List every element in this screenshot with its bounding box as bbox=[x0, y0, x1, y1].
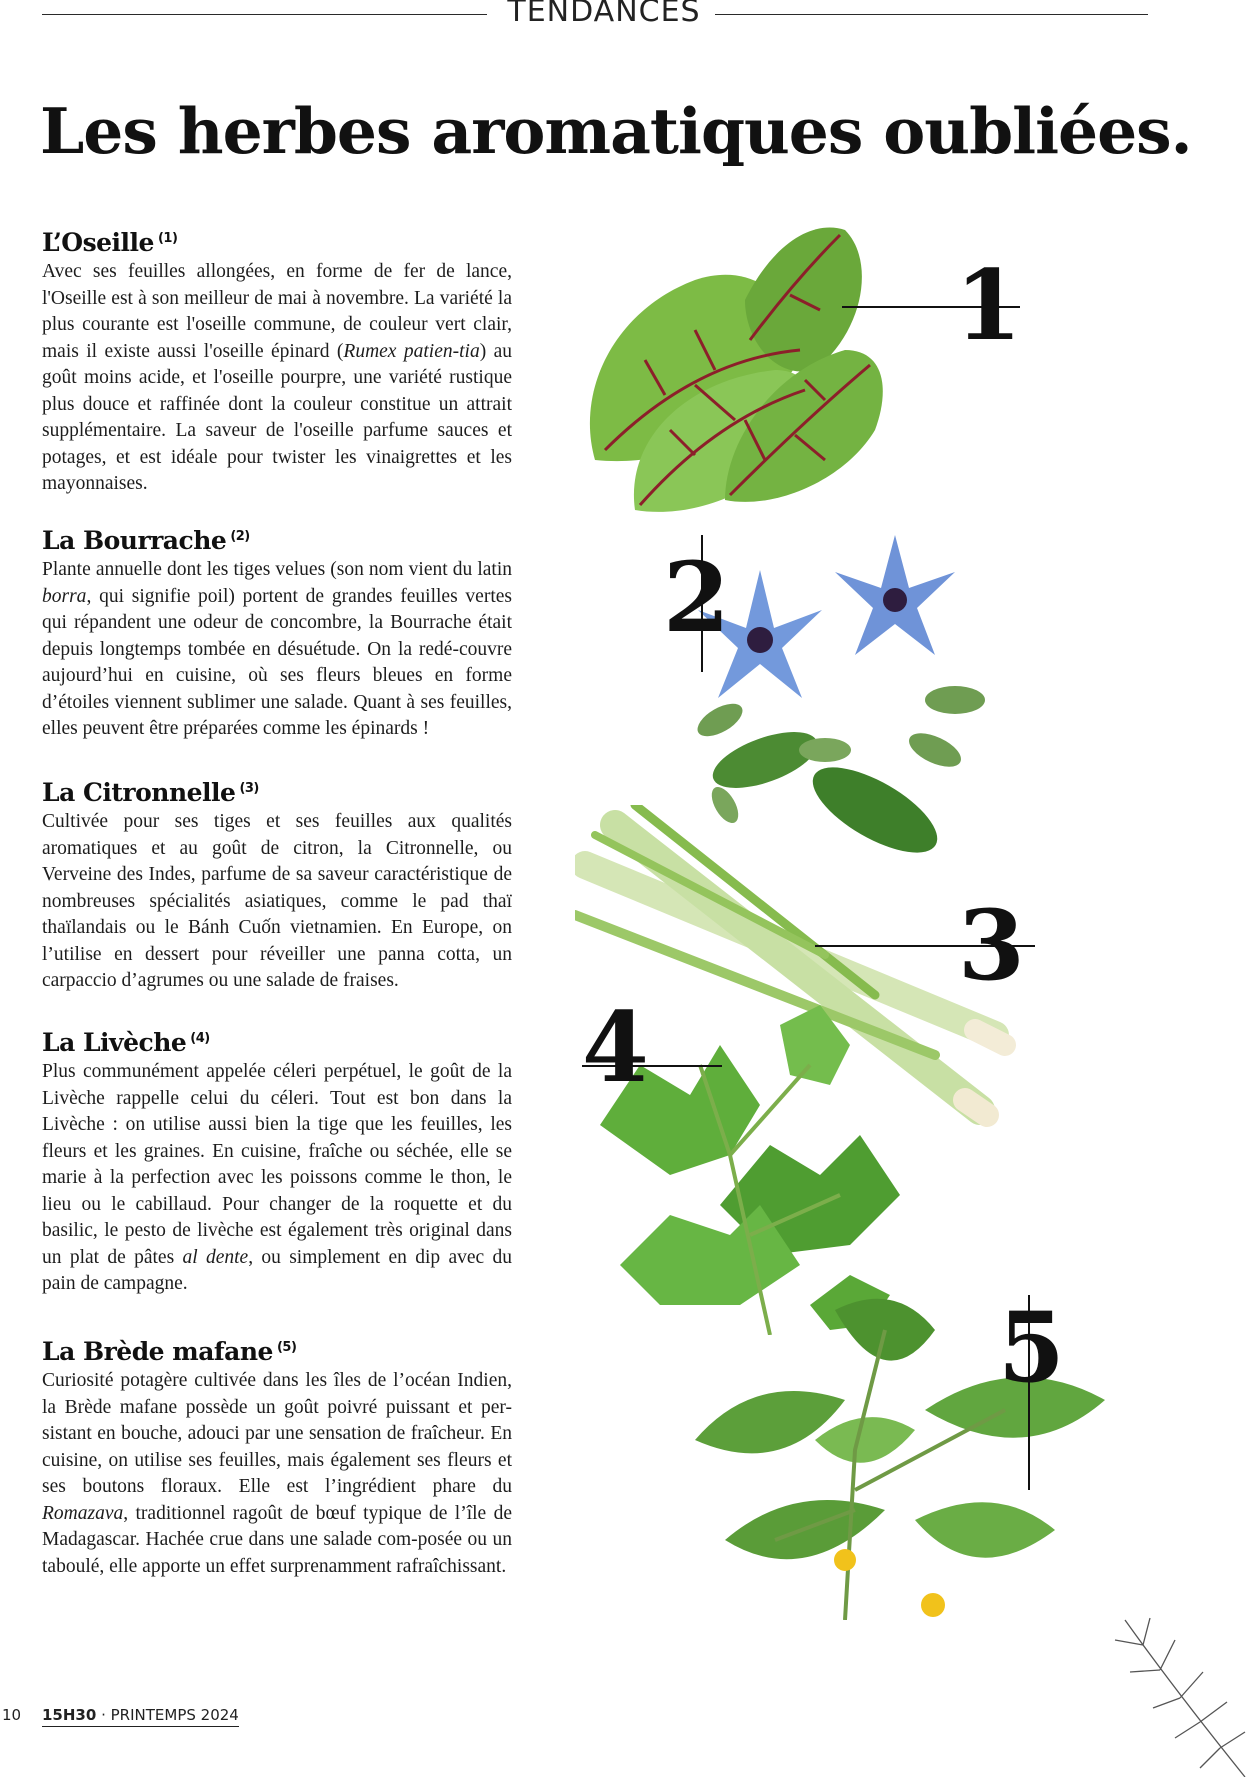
herb-title bbox=[42, 228, 512, 257]
dish-name: Romazava bbox=[42, 1502, 124, 1524]
herb-ref: (5) bbox=[276, 1340, 297, 1355]
herb-name: La Livèche bbox=[42, 1028, 187, 1057]
text-part: Avec ses feuilles allongées, en forme de fer de lance, l'Oseille est à son meilleur de mai à novembre. La variété la plus courante est l'oseille commune, de couleur vert clair, mais il existe aussi l'oseille épinard ( bbox=[42, 261, 512, 362]
herb-title bbox=[42, 526, 512, 555]
text-part: ) au goût moins acide, et l'oseille pourpre, une variété rustique plus douce et raffinée dont la couleur constitue un attrait supplémentaire. La saveur de l'oseille parfume sauces et potages, et est idéale pour twister les vinaigrettes et les mayonnaises. bbox=[42, 340, 513, 494]
rosemary-sprig-illustration bbox=[1105, 1610, 1250, 1777]
herb-title bbox=[42, 1028, 512, 1057]
number-1: 1 bbox=[955, 249, 1022, 362]
number-3: 3 bbox=[958, 889, 1025, 1002]
herb-description bbox=[42, 1368, 512, 1580]
italic-term: al dente bbox=[182, 1246, 249, 1268]
page-number: 10 bbox=[2, 1706, 22, 1724]
sorrel-illustration bbox=[575, 220, 935, 520]
herb-name: La Bourrache bbox=[42, 526, 227, 555]
text-part: Plante annuelle dont les tiges velues (son nom vient du latin bbox=[42, 559, 512, 580]
flower-bud bbox=[921, 1593, 945, 1617]
herb-title bbox=[42, 778, 512, 807]
herb-description bbox=[42, 1059, 512, 1298]
text-part: Plus communément appelée céleri perpétuel, le goût de la Livèche rappelle celui du céleri. Tout est bon dans la Livèche : on utilise aussi bien la tige que les feuilles, les fleurs et les graines. En cuisine, fraîche ou séchée, elle se marie à la perfection avec les poissons comme le thon, le lieu ou le cabillaud. Pour changer de la roquette et du basilic, le pesto de livèche est également très original dans un plat de pâtes bbox=[42, 1061, 512, 1268]
herb-ref: (3) bbox=[239, 781, 259, 796]
herb-name: La Brède mafane bbox=[42, 1337, 273, 1366]
header-rule-left bbox=[42, 14, 487, 15]
latin-name: Rumex patien-tia bbox=[343, 340, 480, 362]
number-4: 4 bbox=[582, 991, 649, 1104]
herb-oseille bbox=[42, 228, 512, 498]
herb-brede-mafane bbox=[42, 1337, 512, 1580]
sorrel-leaf bbox=[745, 228, 862, 372]
number-2: 2 bbox=[663, 541, 730, 654]
magazine-issue bbox=[42, 1706, 239, 1727]
page-title: Les herbes aromatiques oubliées. bbox=[40, 94, 1192, 168]
brede-stems bbox=[775, 1330, 1005, 1620]
herb-ref: (4) bbox=[190, 1031, 210, 1046]
text-part: , traditionnel ragoût de bœuf typique de l’île de Madagascar. Hachée crue dans une salade com-posée ou un taboulé, elle apporte un effet surprenamment rafraîchissant. bbox=[42, 1502, 512, 1577]
section-rubric: TENDANCES bbox=[507, 0, 701, 29]
herb-description bbox=[42, 259, 512, 498]
magazine-name: 15H30 bbox=[42, 1706, 97, 1724]
herb-title bbox=[42, 1337, 512, 1366]
herb-ref: (2) bbox=[230, 529, 250, 544]
header-rule-right bbox=[715, 14, 1148, 15]
herb-bourrache bbox=[42, 526, 512, 743]
herb-description: Cultivée pour ses tiges et ses feuilles aux qualités aromatiques et au goût de citron, la Citronnelle, ou Verveine des Indes, parfume de sa saveur caractéristique de nombreuses spécialités asiatiques, comme le pad thaï thaïlandais ou le Bánh Cuốn vietnamien. En Europe, on l’utilise en dessert pour réveiller une panna cotta, un carpaccio d’agrumes ou une salade de fraises. bbox=[42, 811, 512, 991]
text-part: Curiosité potagère cultivée dans les îles de l’océan Indien, la Brède mafane possède un goût poivré puissant et per-sistant en bouche, adouci par une sensation de fraîcheur. En cuisine, on utilise ses feuilles, mais également ses fleurs et ses boutons floraux. Elle est l’ingrédient phare du bbox=[42, 1370, 512, 1497]
number-5: 5 bbox=[998, 1291, 1065, 1404]
latin-word: borra bbox=[42, 585, 87, 607]
issue-label: · PRINTEMPS 2024 bbox=[101, 1706, 239, 1724]
herb-name: L’Oseille bbox=[42, 228, 154, 257]
text-part: , ou simplement en dip avec du pain de campagne. bbox=[42, 1246, 512, 1294]
flower-bud bbox=[834, 1549, 856, 1571]
herb-ref: (1) bbox=[157, 231, 178, 246]
herb-liveche bbox=[42, 1028, 512, 1298]
herb-name: La Citronnelle bbox=[42, 778, 236, 807]
herb-description bbox=[42, 557, 512, 743]
herb-citronnelle bbox=[42, 778, 512, 995]
text-part: , qui signifie poil) portent de grandes feuilles vertes qui répandent une odeur de concombre, la Bourrache était depuis longtemps tombée en désuétude. On la redé-couvre aujourd’hui en cuisine, où ses fleurs bleues en forme d’étoiles viennent sublimer une salade. Quant à ses feuilles, elles peuvent être préparées comme les épinards ! bbox=[42, 585, 512, 739]
borage-flower bbox=[835, 535, 955, 655]
